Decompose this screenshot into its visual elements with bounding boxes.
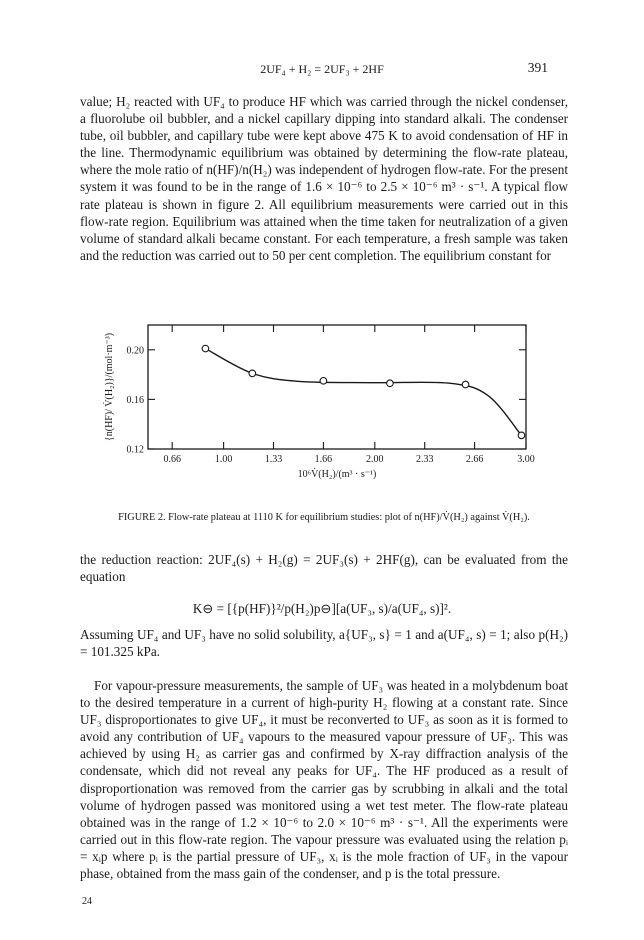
figure-caption: FIGURE 2. Flow-rate plateau at 1110 K for equilibrium studies: plot of n(HF)/V̇(H₂) against V̇(H₂).: [118, 512, 530, 523]
equilibrium-equation: K⊖ = [{p(HF)}²/p(H₂)p⊖][a(UF₃, s)/a(UF₄, s)]².: [192, 601, 452, 616]
page-number: 391: [527, 60, 548, 75]
x-tick-label: 3.00: [517, 454, 535, 465]
paragraph-method: value; H₂ reacted with UF₄ to produce HF which was carried through the nickel condenser, a fluorolube oil bubbler, and a nickel capillary dipping into standard alkali. The condenser tube, oil bubbler, and capillary tube were kept above 475 K to avoid condensation of HF in the line. Thermodynamic equilibrium was obtained by determining the flow-rate plateau, where the mole ratio of n(HF)/n(H₂) was independent of hydrogen flow-rate. For the present system it was found to be in the range of 1.6 × 10⁻⁶ to 2.5 × 10⁻⁶ m³ · s⁻¹. A typical flow rate plateau is shown in figure 2. All equilibrium measurements were carried out in this flow-rate region. Equilibrium was attained when the time taken for neutralization of a given volume of standard alkali became constant. For each temperature, a fresh sample was taken and the reduction was carried out to 50 per cent completion. The equilibrium constant for: [80, 94, 568, 263]
x-tick-label: 2.66: [465, 454, 484, 465]
data-point: [249, 370, 256, 377]
chart-svg: [100, 305, 560, 485]
y-tick-label: 0.16: [126, 394, 144, 406]
signature-mark: 24: [82, 896, 92, 907]
y-tick-label: 0.12: [126, 444, 144, 456]
x-tick-label: 1.00: [214, 454, 233, 465]
running-title: 2UF₄ + H₂ = 2UF₃ + 2HF: [260, 62, 384, 76]
y-tick-label: 0.20: [126, 345, 144, 357]
y-axis-label: {n(HF)/ V̇(H₂)}/(mol·m⁻³): [104, 332, 115, 442]
paragraph-reaction: the reduction reaction: 2UF₄(s) + H₂(g) = 2UF₃(s) + 2HF(g), can be evaluated from the equation: [80, 552, 568, 585]
data-point: [320, 378, 327, 385]
data-point: [518, 432, 525, 439]
data-point: [202, 345, 209, 352]
x-tick-label: 1.33: [264, 454, 283, 465]
flow-rate-chart: [100, 305, 560, 485]
x-tick-label: 2.33: [415, 454, 434, 465]
x-tick-label: 0.66: [163, 454, 181, 465]
paragraph-assumption: Assuming UF₄ and UF₃ have no solid solubility, a{UF₃, s} = 1 and a(UF₄, s) = 1; also p(H₂) = 101.325 kPa.: [80, 627, 568, 660]
data-point: [387, 380, 394, 387]
x-tick-label: 1.66: [314, 454, 333, 465]
x-axis-label: 10⁶V̇(H₂)/(m³ · s⁻¹): [297, 469, 377, 480]
data-point: [462, 381, 469, 388]
x-tick-label: 2.00: [366, 454, 384, 465]
running-header: [0, 60, 644, 80]
plateau-curve: [205, 349, 521, 436]
paragraph-vapour-pressure: For vapour-pressure measurements, the sample of UF₃ was heated in a molybdenum boat to the desired temperature in a current of high-purity H₂ flowing at a constant rate. Since UF₃ disproportionates to give UF₄, it must be reconverted to UF₃ as soon as it is formed to avoid any contribution of UF₄ vapours to the measured vapour pressure of UF₃. This was achieved by using H₂ as carrier gas and confirmed by X-ray diffraction analysis of the condensate, which did not reveal any peaks for UF₄. The HF produced as a result of disproportionation was removed from the carrier gas by scrubbing in alkali and the total volume of hydrogen passed was monitored using a wet test meter. The flow-rate plateau obtained was in the range of 1.2 × 10⁻⁶ to 2.0 × 10⁻⁶ m³ · s⁻¹. All the experiments were carried out in this flow-rate region. The vapour pressure was evaluated using the relation pᵢ = xᵢp where pᵢ is the partial pressure of UF₃, xᵢ is the mole fraction of UF₃ in the vapour phase, obtained from the mass gain of the condenser, and p is the total pressure.: [80, 678, 568, 882]
